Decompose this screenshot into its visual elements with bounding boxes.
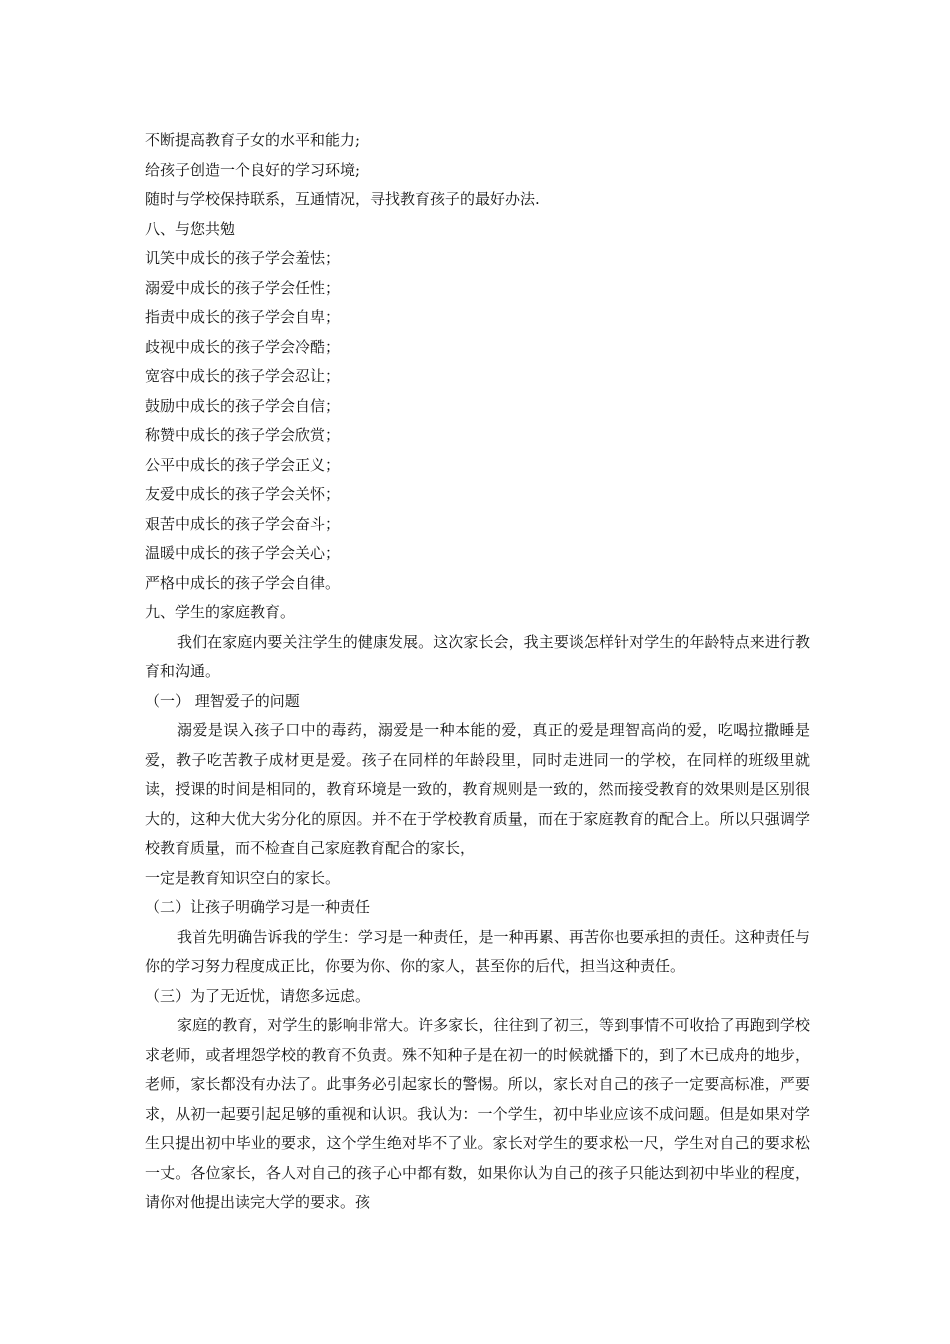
text-line: 给孩子创造一个良好的学习环境; bbox=[145, 160, 361, 179]
encouragement-item: 温暖中成长的孩子学会关心； bbox=[145, 544, 341, 562]
section-8-heading: 八、与您共勉 bbox=[145, 219, 236, 238]
encouragement-item: 公平中成长的孩子学会正义； bbox=[145, 455, 341, 474]
encouragement-item: 友爱中成长的孩子学会关怀； bbox=[145, 485, 341, 503]
encouragement-item: 宽容中成长的孩子学会忍让； bbox=[145, 367, 341, 385]
section-9-intro: 我们在家庭内要关注学生的健康发展。这次家长会，我主要谈怎样针对学生的年龄特点来进行教育和沟通。 bbox=[145, 632, 810, 680]
subsection-2-paragraph: 我首先明确告诉我的学生：学习是一种责任，是一种再累、再苦你也要承担的责任。这种责任与你的学习努力程度成正比，你要为你、你的家人，甚至你的后代，担当这种责任。 bbox=[145, 927, 810, 975]
subsection-2-heading: （二）让孩子明确学习是一种责任 bbox=[145, 898, 371, 916]
subsection-1-heading: （一） 理智爱子的问题 bbox=[145, 691, 300, 710]
section-9-heading: 九、学生的家庭教育。 bbox=[145, 603, 296, 621]
encouragement-item: 称赞中成长的孩子学会欣赏； bbox=[145, 426, 341, 444]
encouragement-item: 鼓励中成长的孩子学会自信； bbox=[145, 396, 341, 415]
subsection-1-paragraph: 溺爱是误入孩子口中的毒药，溺爱是一种本能的爱，真正的爱是理智高尚的爱，吃喝拉撒睡是爱，教子吃苦教子成材更是爱。孩子在同样的年龄段里，同时走进同一的学校，在同样的班级里就读，授课的时间是相同的，教育环境是一致的，教育规则是一致的，然而接受教育的效果则是区别很大的，这种大优大劣分化的原因。并不在于学校教育质量，而在于家庭教育的配合上。所以只强调学校教育质量，而不检查自己家庭教育配合的家长， bbox=[145, 721, 810, 857]
text-line: 不断提高教育子女的水平和能力; bbox=[145, 131, 361, 149]
subsection-3-paragraph: 家庭的教育，对学生的影响非常大。许多家长，往往到了初三，等到事情不可收拾了再跑到学校求老师，或者埋怨学校的教育不负责。殊不知种子是在初一的时候就播下的，到了木已成舟的地步，老师，家长都没有办法了。此事务必引起家长的警惕。所以，家长对自己的孩子一定要高标准，严要求，从初一起要引起足够的重视和认识。我认为：一个学生，初中毕业应该不成问题。但是如果对学生只提出初中毕业的要求，这个学生绝对毕不了业。家长对学生的要求松一尺，学生对自己的要求松一丈。各位家长，各人对自己的孩子心中都有数，如果你认为自己的孩子只能达到初中毕业的程度，请你对他提出读完大学的要求。孩 bbox=[145, 1016, 810, 1211]
encouragement-item: 讥笑中成长的孩子学会羞怯； bbox=[145, 249, 341, 267]
encouragement-item: 指责中成长的孩子学会自卑； bbox=[145, 308, 341, 326]
subsection-1-tail: 一定是教育知识空白的家长。 bbox=[145, 868, 341, 887]
encouragement-item: 艰苦中成长的孩子学会奋斗； bbox=[145, 514, 341, 533]
encouragement-item: 歧视中成长的孩子学会冷酷； bbox=[145, 337, 341, 356]
encouragement-item: 严格中成长的孩子学会自律。 bbox=[145, 573, 341, 592]
subsection-3-heading: （三）为了无近忧，请您多远虑。 bbox=[145, 986, 371, 1005]
encouragement-item: 溺爱中成长的孩子学会任性； bbox=[145, 278, 341, 297]
text-line: 随时与学校保持联系，互通情况，寻找教育孩子的最好办法. bbox=[145, 190, 540, 208]
document-body bbox=[145, 126, 810, 1218]
